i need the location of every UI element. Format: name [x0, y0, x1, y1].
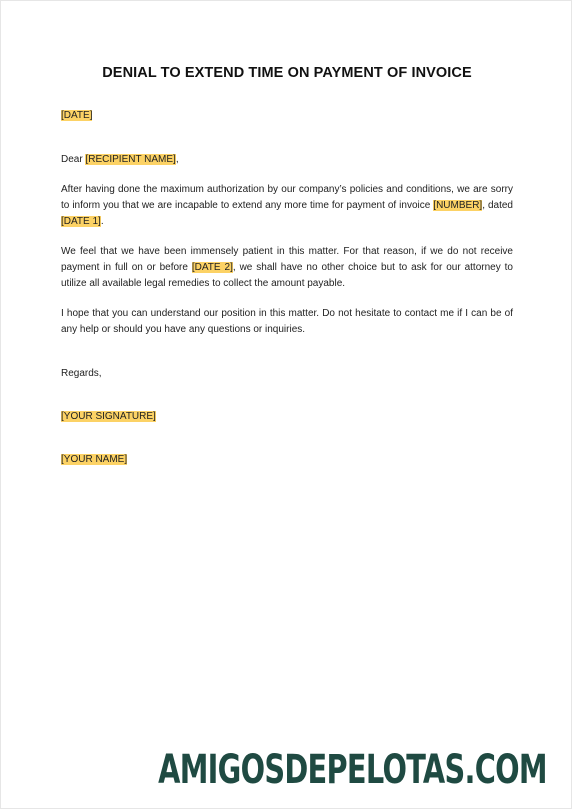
document-title: DENIAL TO EXTEND TIME ON PAYMENT OF INVOICE — [102, 65, 472, 81]
para1-text-3: . — [100, 216, 104, 227]
salutation — [61, 152, 179, 168]
name-placeholder: [YOUR NAME] — [61, 454, 128, 465]
body-paragraph-2 — [61, 244, 513, 292]
para2-text: We feel that we have been immensely patient in this matter. For that reason, if we do not receive payment in full on or before — [61, 246, 513, 273]
body-paragraph-3: I hope that you can understand our position in this matter. Do not hesitate to contact me if I can be of any help or should you have any questions or inquiries. — [61, 308, 513, 335]
date2-placeholder: [DATE 2] — [191, 262, 233, 273]
date-placeholder: [DATE] — [61, 110, 93, 121]
para1-text: After having done the maximum authorization by our company’s policies and conditions, we are sorry to inform you that we are incapable to extend any more time for payment of invoice — [61, 184, 513, 211]
watermark-logo: AMIGOSDEPELOTAS.COM — [158, 747, 547, 793]
number-placeholder: [NUMBER] — [433, 200, 483, 211]
para1-text-2: , dated — [482, 200, 513, 211]
recipient-placeholder: [RECIPIENT NAME] — [85, 154, 176, 165]
salutation-suffix: , — [175, 154, 179, 165]
body-paragraph-1 — [61, 182, 513, 230]
date1-placeholder: [DATE 1] — [61, 216, 101, 227]
signature-line — [61, 409, 156, 425]
salutation-prefix: Dear — [61, 154, 86, 165]
para2-text-2: , we shall have no other choice but to ask for our attorney to utilize all available legal remedies to collect the amount payable. — [61, 262, 513, 289]
closing: Regards, — [61, 368, 102, 379]
signature-placeholder: [YOUR SIGNATURE] — [61, 411, 156, 422]
date-line — [61, 108, 92, 124]
name-line — [61, 452, 127, 468]
